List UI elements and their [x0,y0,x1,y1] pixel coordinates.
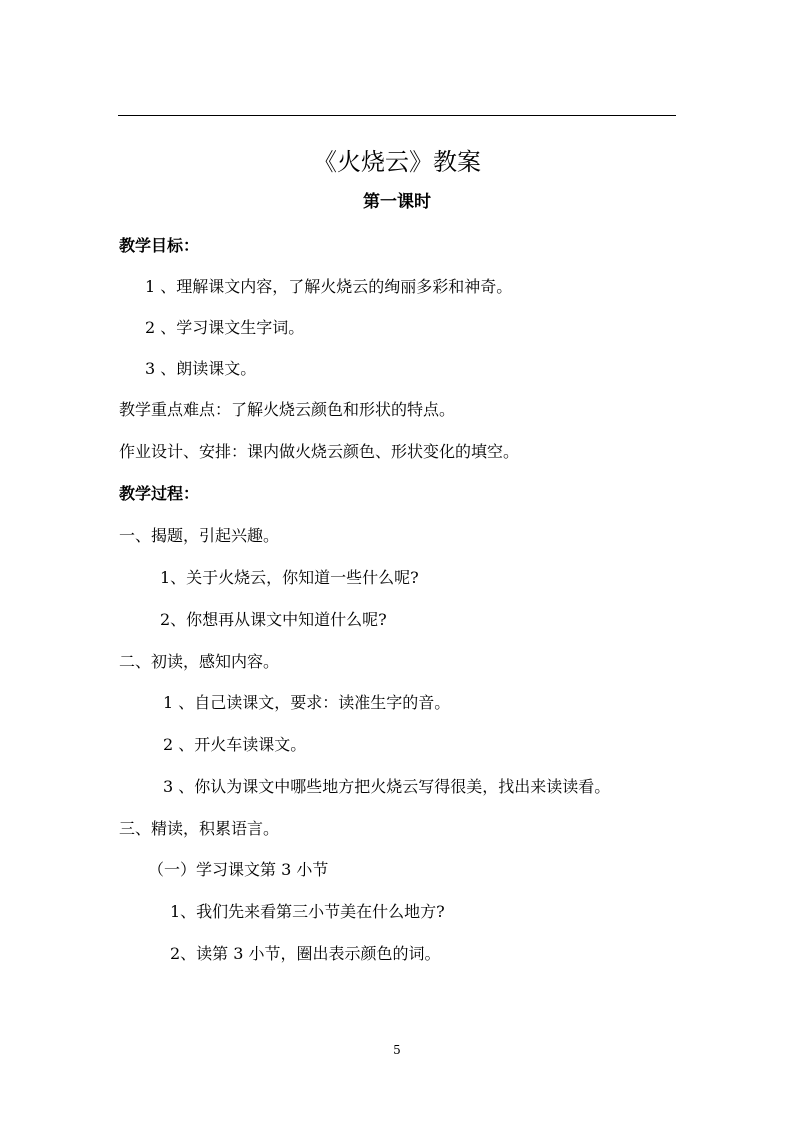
list-item: 1、关于火烧云，你知道一些什么呢? [160,568,419,587]
section-heading: 二、初读，感知内容。 [119,652,280,671]
section-heading: 一、揭题，引起兴趣。 [119,526,280,545]
section-heading: 三、精读，积累语言。 [119,819,280,838]
list-item: 2、读第 3 小节，圈出表示颜色的词。 [170,944,441,963]
list-item: 2、你想再从课文中知道什么呢? [160,610,387,629]
objectives-heading: 教学目标： [119,236,200,255]
page-number: 5 [393,1043,401,1057]
list-item: 3 、你认为课文中哪些地方把火烧云写得很美，找出来读读看。 [163,777,611,796]
homework-design: 作业设计、安排：课内做火烧云颜色、形状变化的填空。 [119,442,520,461]
key-points: 教学重点难点：了解火烧云颜色和形状的特点。 [119,400,456,419]
document-title: 《火烧云》教案 [313,148,481,176]
list-item: 1 、自己读课文，要求：读准生字的音。 [163,693,451,712]
subsection-heading: （一）学习课文第 3 小节 [148,860,329,879]
list-item: 2 、开火车读课文。 [163,735,307,754]
objective-item: 3 、朗读课文。 [145,359,257,378]
objective-item: 1 、理解课文内容，了解火烧云的绚丽多彩和神奇。 [145,277,513,296]
lesson-period: 第一课时 [363,192,431,212]
header-rule [118,115,676,116]
list-item: 1、我们先来看第三小节美在什么地方? [170,902,445,921]
objective-item: 2 、学习课文生字词。 [145,318,305,337]
process-heading: 教学过程： [119,484,200,503]
